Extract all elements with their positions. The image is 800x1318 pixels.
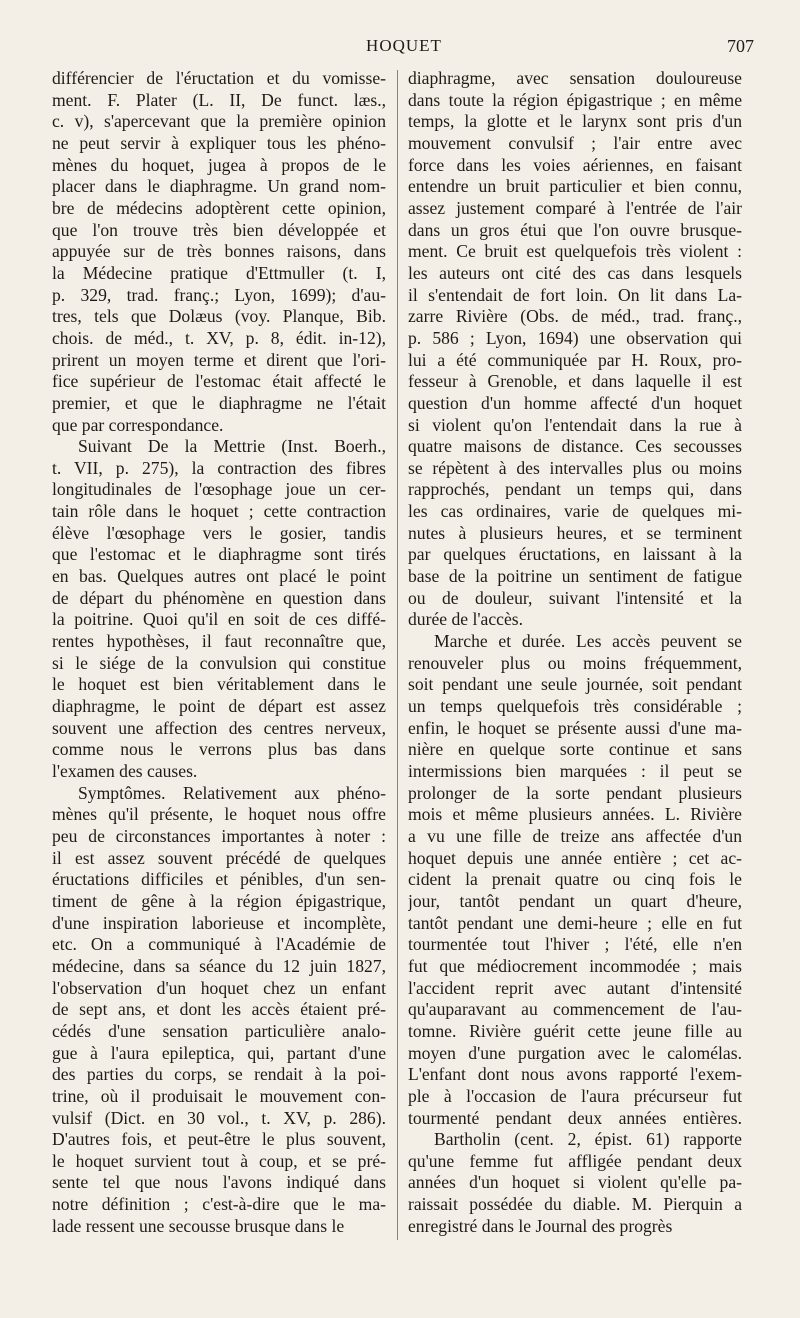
text-line: tantôt pendant une demi-heure ; elle en fut bbox=[408, 912, 742, 933]
text-line: entendre un bruit particulier et bien connu, bbox=[408, 176, 742, 197]
text-line: ple à l'occasion de l'aura précurseur fut bbox=[408, 1085, 742, 1106]
text-line: années d'un hoquet si violent qu'elle pa- bbox=[408, 1172, 742, 1193]
column-rule bbox=[397, 70, 398, 1240]
text-line: p. 329, trad. franç.; Lyon, 1699); d'au- bbox=[52, 284, 386, 305]
text-line: D'autres fois, et peut-être le plus souvent, bbox=[52, 1129, 386, 1150]
text-line: qu'une femme fut affligée pendant deux bbox=[408, 1150, 742, 1171]
text-line: que l'on trouve très bien développée et bbox=[52, 219, 386, 240]
text-line: les auteurs ont cité des cas dans lesquels bbox=[408, 262, 742, 283]
text-line: Suivant De la Mettrie (Inst. Boerh., bbox=[78, 436, 386, 457]
text-line: zarre Rivière (Obs. de méd., trad. franç., bbox=[408, 306, 742, 327]
text-line: raissait possédée du diable. M. Pierquin a bbox=[408, 1194, 742, 1215]
text-line: renouveler plus ou moins fréquemment, bbox=[408, 652, 742, 673]
text-line: gue à l'aura epileptica, qui, partant d'une bbox=[52, 1042, 386, 1063]
text-line: chois. de méd., t. XV, p. 8, édit. in-12), bbox=[52, 327, 386, 348]
text-line: le hoquet est bien véritablement dans le bbox=[52, 674, 386, 695]
left-column bbox=[52, 68, 386, 1237]
text-line: tourmenté pendant deux années entières. bbox=[408, 1107, 742, 1128]
text-line: force dans les voies aériennes, en faisant bbox=[408, 154, 742, 175]
text-line: en bas. Quelques autres ont placé le point bbox=[52, 566, 386, 587]
text-line: rapprochés, pendant un temps qui, dans bbox=[408, 479, 742, 500]
text-line: quatre maisons de distance. Ces secousses bbox=[408, 436, 742, 457]
text-line: prolonger de la sorte pendant plusieurs bbox=[408, 782, 742, 803]
text-line: L'enfant dont nous avons rapporté l'exem- bbox=[408, 1064, 742, 1085]
text-line: premier, et que le diaphragme ne l'était bbox=[52, 392, 386, 413]
text-line: cédés d'une sensation particulière analo- bbox=[52, 1020, 386, 1041]
text-line: Symptômes. Relativement aux phéno- bbox=[78, 782, 386, 803]
text-line: que l'estomac et le diaphragme sont tirés bbox=[52, 544, 386, 565]
text-line: par quelques éructations, en laissant à la bbox=[408, 544, 742, 565]
text-line: diaphragme, le point de départ est assez bbox=[52, 696, 386, 717]
text-line: de départ du phénomène en question dans bbox=[52, 587, 386, 608]
text-line: un temps quelquefois très considérable ; bbox=[408, 696, 742, 717]
text-line: médecine, dans sa séance du 12 juin 1827, bbox=[52, 955, 386, 976]
text-line: rentes hypothèses, il faut reconnaître que, bbox=[52, 631, 386, 652]
text-line: appuyée sur de très bonnes raisons, dans bbox=[52, 241, 386, 262]
text-line: d'une inspiration laborieuse et incomplète, bbox=[52, 912, 386, 933]
text-line: tomne. Rivière guérit cette jeune fille au bbox=[408, 1020, 742, 1041]
text-line: les cas ordinaires, varie de quelques mi- bbox=[408, 501, 742, 522]
text-line: des parties du corps, se rendait à la poi- bbox=[52, 1064, 386, 1085]
text-line: jour, tantôt pendant un quart d'heure, bbox=[408, 890, 742, 911]
running-header bbox=[54, 36, 754, 60]
text-line: l'observation d'un hoquet chez un enfant bbox=[52, 977, 386, 998]
text-line: nière en quelque sorte continue et sans bbox=[408, 739, 742, 760]
text-line: si le siége de la convulsion qui constitue bbox=[52, 652, 386, 673]
text-line: si violent qu'on l'entendait dans la rue à bbox=[408, 414, 742, 435]
text-line: assez justement comparé à l'entrée de l'air bbox=[408, 197, 742, 218]
text-line: durée de l'accès. bbox=[408, 609, 524, 630]
text-line: base de la poitrine un sentiment de fatigue bbox=[408, 566, 742, 587]
text-line: comme nous le verrons plus bas dans bbox=[52, 739, 386, 760]
text-line: ment. F. Plater (L. II, De funct. læs., bbox=[52, 89, 386, 110]
right-column bbox=[408, 68, 742, 1237]
page-title: HOQUET bbox=[366, 36, 442, 55]
text-line: prirent un moyen terme et dirent que l'ori- bbox=[52, 349, 386, 370]
text-line: lui a été communiquée par H. Roux, pro- bbox=[408, 349, 742, 370]
text-line: p. 586 ; Lyon, 1694) une observation qui bbox=[408, 327, 742, 348]
text-line: ou de douleur, suivant l'intensité et la bbox=[408, 587, 742, 608]
text-line: élève l'œsophage vers le gosier, tandis bbox=[52, 522, 386, 543]
text-line: notre définition ; c'est-à-dire que le ma- bbox=[52, 1194, 386, 1215]
text-line: timent de gêne à la région épigastrique, bbox=[52, 890, 386, 911]
text-line: temps, la glotte et le larynx sont pris d'un bbox=[408, 111, 742, 132]
text-line: souvent une affection des centres nerveux, bbox=[52, 717, 386, 738]
text-line: il s'entendait de fort loin. On lit dans La- bbox=[408, 284, 742, 305]
page-number: 707 bbox=[727, 36, 754, 56]
text-line: moyen d'une purgation avec le calomélas. bbox=[408, 1042, 742, 1063]
text-line: intermissions bien marquées : il peut se bbox=[408, 761, 742, 781]
text-line: hoquet depuis une année entière ; cet ac- bbox=[408, 847, 742, 868]
text-line: dans un gros étui que l'on ouvre brusque- bbox=[408, 219, 742, 240]
text-line: mouvement convulsif ; l'air entre avec bbox=[408, 132, 742, 153]
text-line: diaphragme, avec sensation douloureuse bbox=[408, 68, 742, 88]
text-line: de sept ans, et dont les accès étaient pré- bbox=[52, 999, 386, 1020]
text-line: sente tel que nous l'avons indiqué dans bbox=[52, 1172, 386, 1193]
text-line: se répètent à des intervalles plus ou moins bbox=[408, 457, 742, 478]
text-line: t. VII, p. 275), la contraction des fibres bbox=[52, 457, 386, 478]
text-line: mènes du hoquet, jugea à propos de le bbox=[52, 154, 386, 175]
text-line: dans toute la région épigastrique ; en même bbox=[408, 89, 742, 110]
text-line: mènes qu'il présente, le hoquet nous offre bbox=[52, 804, 386, 825]
text-line: le hoquet survient tout à coup, et se pré- bbox=[52, 1150, 386, 1171]
text-line: bre de médecins adoptèrent cette opinion, bbox=[52, 197, 386, 218]
text-line: etc. On a communiqué à l'Académie de bbox=[52, 934, 386, 955]
text-line: tres, tels que Dolæus (voy. Planque, Bib. bbox=[52, 306, 386, 327]
text-line: placer dans le diaphragme. Un grand nom- bbox=[52, 176, 386, 197]
text-line: question d'un homme affecté d'un hoquet bbox=[408, 392, 742, 413]
text-line: longitudinales de l'œsophage joue un cer- bbox=[52, 479, 386, 500]
text-line: fesseur à Grenoble, et dans laquelle il est bbox=[408, 371, 742, 392]
text-line: enregistré dans le Journal des progrès bbox=[408, 1215, 673, 1236]
text-line: la poitrine. Quoi qu'il en soit de ces diffé- bbox=[52, 609, 386, 630]
text-line: la Médecine pratique d'Ettmuller (t. I, bbox=[52, 262, 386, 283]
text-line: lade ressent une secousse brusque dans le bbox=[52, 1215, 345, 1236]
text-line: vulsif (Dict. en 30 vol., t. XV, p. 286). bbox=[52, 1107, 386, 1128]
text-line: soit pendant une seule journée, soit pendant bbox=[408, 674, 742, 695]
text-line: que par correspondance. bbox=[52, 414, 224, 435]
text-line: tain rôle dans le hoquet ; cette contraction bbox=[52, 501, 386, 522]
text-line: tourmentée tout l'hiver ; l'été, elle n'en bbox=[408, 934, 742, 955]
text-line: a vu une fille de treize ans affectée d'un bbox=[408, 825, 742, 846]
text-line: différencier de l'éructation et du vomisse- bbox=[52, 68, 386, 88]
text-line: l'accident reprit avec autant d'intensité bbox=[408, 977, 742, 998]
text-line: nutes à plusieurs heures, et se terminent bbox=[408, 522, 742, 543]
text-line: fut que médiocrement incommodée ; mais bbox=[408, 955, 742, 976]
text-line: peu de circonstances importantes à noter : bbox=[52, 825, 386, 846]
text-line: qu'auparavant au commencement de l'au- bbox=[408, 999, 742, 1020]
text-line: ment. Ce bruit est quelquefois très violent : bbox=[408, 241, 742, 262]
text-line: fice supérieur de l'estomac était affecté le bbox=[52, 371, 386, 392]
text-line: cident la prenait quatre ou cinq fois le bbox=[408, 869, 742, 890]
text-line: mois et même plusieurs années. L. Rivière bbox=[408, 804, 742, 825]
text-line: c. v), s'apercevant que la première opinion bbox=[52, 111, 386, 132]
text-line: Marche et durée. Les accès peuvent se bbox=[434, 631, 742, 652]
text-line: ne peut servir à expliquer tous les phéno- bbox=[52, 132, 386, 153]
text-line: enfin, le hoquet se présente aussi d'une ma- bbox=[408, 717, 742, 738]
text-line: il est assez souvent précédé de quelques bbox=[52, 847, 386, 868]
text-line: l'examen des causes. bbox=[52, 761, 198, 781]
text-line: trine, où il produisait le mouvement con- bbox=[52, 1085, 386, 1106]
text-line: éructations difficiles et pénibles, d'un sen- bbox=[52, 869, 386, 890]
text-line: Bartholin (cent. 2, épist. 61) rapporte bbox=[434, 1129, 742, 1150]
